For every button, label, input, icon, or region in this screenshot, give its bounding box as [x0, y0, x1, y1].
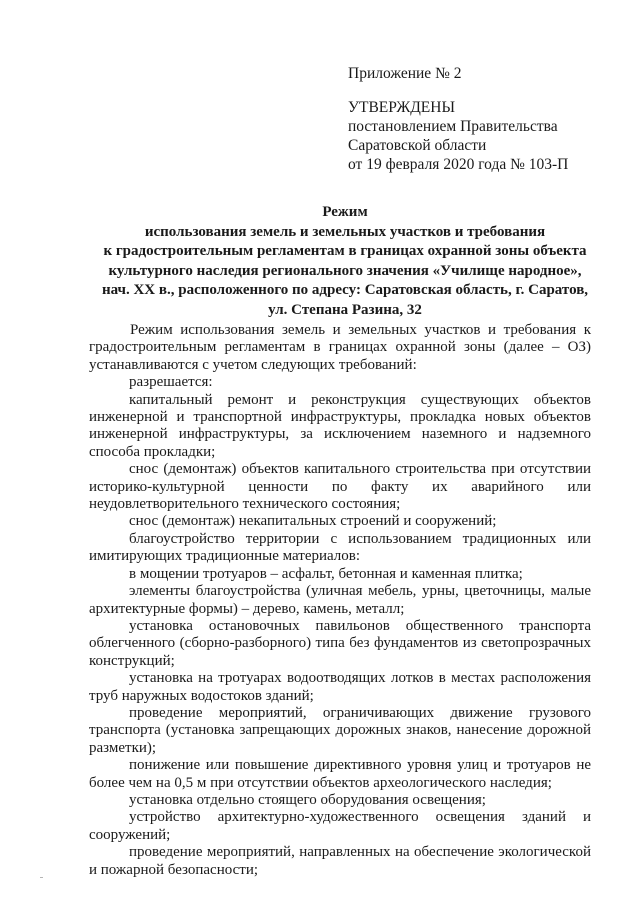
title-line: нач. XX в., расположенного по адресу: Саратовская область, г. Саратов, — [101, 282, 589, 298]
annex-number: Приложение № 2 — [348, 65, 462, 82]
body-paragraph: элементы благоустройства (уличная мебель, урны, цветочницы, малые архитектурные формы) – дерево, камень, металл; — [89, 583, 591, 617]
body-paragraph: установка отдельно стоящего оборудования освещения; — [129, 791, 486, 808]
body-paragraph: разрешается: — [129, 374, 213, 391]
body-paragraph: благоустройство территории с использованием традиционных или имитирующих традиционные материалов: — [89, 530, 591, 565]
scan-mark — [40, 877, 43, 878]
title-line: к градостроительным регламентам в границах охранной зоны объекта — [103, 243, 587, 259]
approval-line-3: от 19 февраля 2020 года № 103-П — [348, 156, 569, 173]
body-paragraph: установка остановочных павильонов общественного транспорта облегченного (сборно-разборного) типа без фундаментов из светопрозрачных конструкций; — [89, 617, 591, 669]
title-line: использования земель и земельных участков и требования — [144, 223, 546, 240]
title-line: Режим — [322, 204, 368, 220]
document-title — [80, 203, 610, 320]
approval-block — [348, 64, 618, 174]
body-paragraph: понижение или повышение директивного уровня улиц и тротуаров не более чем на 0,5 м при отсутствии объектов археологического наследия; — [89, 757, 591, 791]
approval-line-1: постановлением Правительства — [348, 118, 558, 135]
document-body — [89, 322, 591, 879]
body-paragraph: в мощении тротуаров – асфальт, бетонная и каменная плитка; — [129, 565, 523, 582]
title-line: культурного наследия регионального значения «Училище народное», — [108, 262, 582, 279]
body-paragraph: проведение мероприятий, направленных на обеспечение экологической и пожарной безопасности; — [89, 844, 591, 878]
body-paragraph: снос (демонтаж) объектов капитального строительства при отсутствии историко-культурной ценности по факту их аварийного или неудовлетворительного технического состояния; — [89, 461, 591, 513]
body-paragraph: устройство архитектурно-художественного освещения зданий и сооружений; — [89, 809, 591, 843]
body-paragraph: капитальный ремонт и реконструкция существующих объектов инженерной и транспортной инфраструктуры, прокладка новых объектов инженерной инфраструктуры, за исключением наземного и надземного способа прокладки; — [89, 391, 591, 460]
body-paragraph: проведение мероприятий, ограничивающих движение грузового транспорта (установка запрещающих дорожных знаков, нанесение дорожной разметки); — [89, 704, 591, 756]
body-paragraph: Режим использования земель и земельных участков и требования к градостроительным регламентам в границах охранной зоны (далее – ОЗ) устанавливаются с учетом следующих требований: — [89, 322, 591, 373]
body-paragraph: установка на тротуарах водоотводящих лотков в местах расположения труб наружных водостоков зданий; — [89, 670, 591, 704]
approval-line-2: Саратовской области — [348, 137, 487, 154]
body-paragraph: снос (демонтаж) некапитальных строений и сооружений; — [129, 513, 497, 530]
approved-heading: УТВЕРЖДЕНЫ — [348, 99, 455, 116]
title-line: ул. Степана Разина, 32 — [268, 301, 422, 318]
